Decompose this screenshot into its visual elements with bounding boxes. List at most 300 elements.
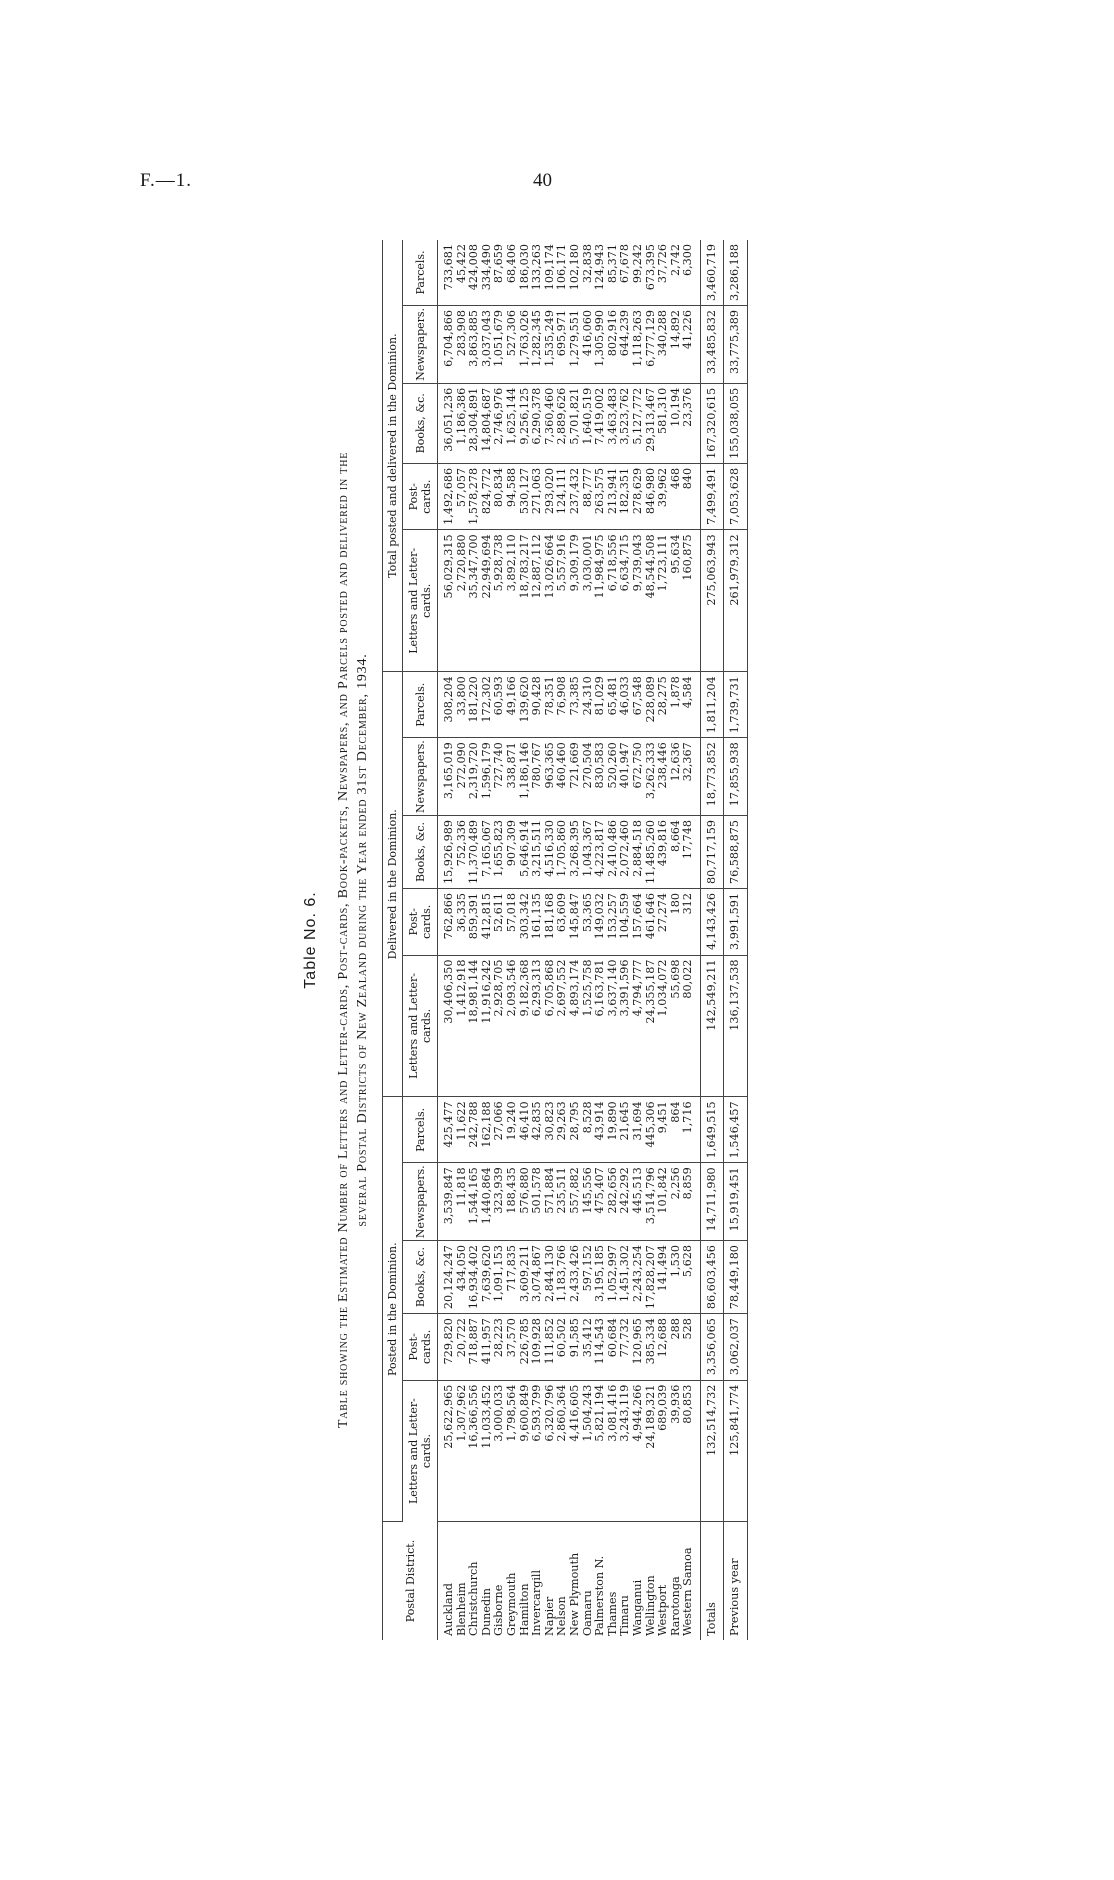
table-cell: 762,866 (438, 889, 456, 956)
table-cell: 6,634,715 (619, 530, 632, 672)
table-cell: 55,698 (670, 955, 683, 1097)
table-cell: 226,785 (519, 1314, 532, 1381)
table-cell: 132,514,732 (700, 1380, 724, 1521)
table-cell: 80,853 (682, 1380, 700, 1521)
table-cell: 3,991,591 (724, 889, 748, 956)
table-cell: 1,535,249 (544, 305, 557, 383)
table-cell: 7,053,628 (724, 463, 748, 530)
table-cell: 4,794,777 (632, 955, 645, 1097)
table-cell: 48,544,508 (645, 530, 658, 672)
table-cell: 1,739,731 (724, 672, 748, 738)
table-cell: 288 (670, 1314, 683, 1381)
previous-year-row-label: Previous year (724, 1522, 748, 1641)
table-cell: 733,681 (438, 240, 456, 305)
table-cell: 16,366,556 (468, 1380, 481, 1521)
table-cell: 338,871 (506, 738, 519, 816)
table-cell: 3,243,119 (619, 1380, 632, 1521)
table-cell: 6,163,781 (594, 955, 607, 1097)
table-cell: 28,275 (657, 672, 670, 738)
table-cell: 22,949,694 (481, 530, 494, 672)
rotated-table-area (302, 220, 822, 1660)
table-cell: 3,215,511 (531, 815, 544, 888)
table-cell: 45,422 (456, 240, 469, 305)
table-cell: 581,310 (657, 383, 670, 463)
table-cell: 2,742 (670, 240, 683, 305)
table-cell: 528 (682, 1314, 700, 1381)
table-cell: 721,669 (569, 738, 582, 816)
table-cell: 270,504 (582, 738, 595, 816)
table-cell: 80,717,159 (700, 815, 724, 888)
table-cell: 181,168 (544, 889, 557, 956)
table-cell: 78,449,180 (724, 1241, 748, 1314)
table-number: Table No. 6. (302, 891, 319, 989)
table-cell: 1,091,153 (493, 1241, 506, 1314)
table-cell: 80,022 (682, 955, 700, 1097)
col-header: Post-cards. (403, 1314, 438, 1381)
table-cell: 2,720,880 (456, 530, 469, 672)
table-cell: 5,821,194 (594, 1380, 607, 1521)
table-cell: 3,463,483 (607, 383, 620, 463)
table-cell: 1,451,302 (619, 1241, 632, 1314)
table-cell: 106,171 (556, 240, 569, 305)
col-postal-district: Postal District. (383, 1522, 438, 1641)
table-cell: 718,887 (468, 1314, 481, 1381)
table-cell: 12,688 (657, 1314, 670, 1381)
table-cell: 94,588 (506, 463, 519, 530)
table-cell: 6,300 (682, 240, 700, 305)
table-cell: 101,842 (657, 1163, 670, 1241)
table-cell: 1,051,679 (493, 305, 506, 383)
table-cell: 1,440,864 (481, 1163, 494, 1241)
table-cell: 27,274 (657, 889, 670, 956)
table-cell: 1,878 (670, 672, 683, 738)
table-cell: 33,775,389 (724, 305, 748, 383)
table-cell: 35,347,700 (468, 530, 481, 672)
district-name: Invercargill (530, 1569, 544, 1636)
table-cell: 271,063 (531, 463, 544, 530)
table-row (670, 240, 683, 1640)
table-cell: 412,815 (481, 889, 494, 956)
table-cell: 1,186,146 (519, 738, 532, 816)
district-name: Dunedin (479, 1588, 493, 1636)
table-cell: 95,634 (670, 530, 683, 672)
group-total: Total posted and delivered in the Dominion. (383, 240, 403, 672)
table-cell: 689,039 (657, 1380, 670, 1521)
table-cell: 73,385 (569, 672, 582, 738)
table-cell: 527,306 (506, 305, 519, 383)
table-cell: 3,000,033 (493, 1380, 506, 1521)
col-header: Books, &c. (403, 383, 438, 463)
table-cell: 1,625,144 (506, 383, 519, 463)
table-cell: 2,697,552 (556, 955, 569, 1097)
table-cell: 67,548 (632, 672, 645, 738)
table-cell: 29,313,467 (645, 383, 658, 463)
col-header: Books, &c. (403, 1241, 438, 1314)
table-cell: 15,926,989 (438, 815, 456, 888)
table-cell: 1,305,990 (594, 305, 607, 383)
table-cell: 237,432 (569, 463, 582, 530)
district-name: Gisborne (492, 1584, 506, 1636)
table-cell: 25,622,965 (438, 1380, 456, 1521)
table-cell: 6,705,868 (544, 955, 557, 1097)
table-cell: 39,936 (670, 1380, 683, 1521)
table-cell: 11,485,260 (645, 815, 658, 888)
district-name: Oamaru (580, 1590, 594, 1636)
table-cell: 1,578,278 (468, 463, 481, 530)
table-cell: 1,649,515 (700, 1097, 724, 1163)
table-cell: 2,410,486 (607, 815, 620, 888)
table-cell: 60,502 (556, 1314, 569, 1381)
table-cell: 52,611 (493, 889, 506, 956)
table-cell: 859,391 (468, 889, 481, 956)
table-cell: 33,485,832 (700, 305, 724, 383)
table-cell: 802,916 (607, 305, 620, 383)
table-cell: 3,863,885 (468, 305, 481, 383)
table-cell: 425,477 (438, 1097, 456, 1163)
district-name: Christchurch (467, 1561, 481, 1636)
table-cell: 109,928 (531, 1314, 544, 1381)
table-cell: 5,701,821 (569, 383, 582, 463)
table-cell: 111,852 (544, 1314, 557, 1381)
table-cell: 28,795 (569, 1097, 582, 1163)
table-cell: 46,033 (619, 672, 632, 738)
table-cell: 6,293,313 (531, 955, 544, 1097)
col-header: Newspapers. (403, 305, 438, 383)
table-cell: 37,726 (657, 240, 670, 305)
table-cell: 29,263 (556, 1097, 569, 1163)
table-cell: 1,279,551 (569, 305, 582, 383)
table-cell: 18,783,217 (519, 530, 532, 672)
col-header: Newspapers. (403, 1163, 438, 1241)
table-cell: 293,020 (544, 463, 557, 530)
table-cell: 53,365 (582, 889, 595, 956)
table-cell: 6,718,556 (607, 530, 620, 672)
table-cell: 32,367 (682, 738, 700, 816)
district-name: Western Samoa (681, 1547, 695, 1636)
table-cell: 3,074,867 (531, 1241, 544, 1314)
table-cell: 282,656 (607, 1163, 620, 1241)
table-cell: 180 (670, 889, 683, 956)
district-name: Wanganui (630, 1579, 644, 1636)
table-cell: 1,640,519 (582, 383, 595, 463)
table-cell: 16,934,402 (468, 1241, 481, 1314)
table-cell: 17,855,938 (724, 738, 748, 816)
table-cell: 37,570 (506, 1314, 519, 1381)
col-header: Books, &c. (403, 815, 438, 888)
district-name: Palmerston N. (593, 1555, 607, 1636)
table-cell: 385,334 (645, 1314, 658, 1381)
table-cell: 14,892 (670, 305, 683, 383)
table-cell: 24,189,321 (645, 1380, 658, 1521)
table-cell: 1,052,997 (607, 1241, 620, 1314)
table-cell: 401,947 (619, 738, 632, 816)
table-cell: 1,412,918 (456, 955, 469, 1097)
table-cell: 1,544,165 (468, 1163, 481, 1241)
table-cell: 3,637,140 (607, 955, 620, 1097)
table-cell: 2,093,546 (506, 955, 519, 1097)
totals-row (700, 240, 724, 1640)
table-row (506, 240, 519, 1640)
table-cell: 1,307,962 (456, 1380, 469, 1521)
table-cell: 80,834 (493, 463, 506, 530)
table-cell: 411,957 (481, 1314, 494, 1381)
table-cell: 172,302 (481, 672, 494, 738)
table-cell: 2,889,626 (556, 383, 569, 463)
table-cell: 272,090 (456, 738, 469, 816)
col-header: Letters and Letter-cards. (403, 530, 438, 672)
table-cell: 2,844,130 (544, 1241, 557, 1314)
table-cell: 14,711,980 (700, 1163, 724, 1241)
table-cell: 6,704,866 (438, 305, 456, 383)
table-cell: 1,525,758 (582, 955, 595, 1097)
col-header: Post-cards. (403, 889, 438, 956)
table-cell: 4,223,817 (594, 815, 607, 888)
table-cell: 31,694 (632, 1097, 645, 1163)
table-cell: 308,204 (438, 672, 456, 738)
district-name: Napier (542, 1596, 556, 1636)
table-cell: 102,180 (569, 240, 582, 305)
table-cell: 60,684 (607, 1314, 620, 1381)
table-cell: 49,166 (506, 672, 519, 738)
table-cell: 840 (682, 463, 700, 530)
table-cell: 15,919,451 (724, 1163, 748, 1241)
table-cell: 157,664 (632, 889, 645, 956)
table-cell: 160,875 (682, 530, 700, 672)
table-cell: 4,584 (682, 672, 700, 738)
table-cell: 43,914 (594, 1097, 607, 1163)
table-cell: 30,823 (544, 1097, 557, 1163)
table-cell: 67,678 (619, 240, 632, 305)
table-cell: 145,847 (569, 889, 582, 956)
table-cell: 109,174 (544, 240, 557, 305)
table-cell: 35,412 (582, 1314, 595, 1381)
col-header: Newspapers. (403, 738, 438, 816)
table-cell: 4,143,426 (700, 889, 724, 956)
table-cell: 1,282,345 (531, 305, 544, 383)
table-cell: 1,798,564 (506, 1380, 519, 1521)
table-cell: 19,240 (506, 1097, 519, 1163)
table-cell: 1,763,026 (519, 305, 532, 383)
table-cell: 2,433,426 (569, 1241, 582, 1314)
table-cell: 136,137,538 (724, 955, 748, 1097)
postal-statistics-table (382, 240, 748, 1640)
table-cell: 87,659 (493, 240, 506, 305)
table-cell: 46,410 (519, 1097, 532, 1163)
table-cell: 275,063,943 (700, 530, 724, 672)
table-cell: 1,504,243 (582, 1380, 595, 1521)
table-cell: 468 (670, 463, 683, 530)
table-cell: 2,860,364 (556, 1380, 569, 1521)
table-cell: 4,944,266 (632, 1380, 645, 1521)
table-cell: 39,962 (657, 463, 670, 530)
table-cell: 3,037,043 (481, 305, 494, 383)
table-cell: 1,034,072 (657, 955, 670, 1097)
table-cell: 3,286,188 (724, 240, 748, 305)
table-cell: 76,588,875 (724, 815, 748, 888)
table-cell: 1,183,766 (556, 1241, 569, 1314)
table-cell: 13,026,664 (544, 530, 557, 672)
totals-row-label: Totals (700, 1522, 724, 1641)
table-cell: 11,033,452 (481, 1380, 494, 1521)
table-cell: 32,838 (582, 240, 595, 305)
table-cell: 30,406,350 (438, 955, 456, 1097)
col-header: Parcels. (403, 672, 438, 738)
table-cell: 4,516,330 (544, 815, 557, 888)
table-cell: 9,600,849 (519, 1380, 532, 1521)
table-cell: 125,841,774 (724, 1380, 748, 1521)
table-cell: 181,220 (468, 672, 481, 738)
table-cell: 2,256 (670, 1163, 683, 1241)
table-cell: 3,356,065 (700, 1314, 724, 1381)
table-cell: 42,835 (531, 1097, 544, 1163)
table-cell: 4,893,174 (569, 955, 582, 1097)
district-name: Nelson (555, 1596, 569, 1636)
table-cell: 145,556 (582, 1163, 595, 1241)
table-cell: 1,118,263 (632, 305, 645, 383)
table-cell: 228,089 (645, 672, 658, 738)
table-cell: 439,816 (657, 815, 670, 888)
table-cell: 77,732 (619, 1314, 632, 1381)
table-cell: 3,030,001 (582, 530, 595, 672)
table-cell: 6,290,378 (531, 383, 544, 463)
table-cell: 717,835 (506, 1241, 519, 1314)
table-cell: 576,880 (519, 1163, 532, 1241)
table-cell: 864 (670, 1097, 683, 1163)
table-cell: 3,391,596 (619, 955, 632, 1097)
table-row (531, 240, 544, 1640)
table-cell: 23,376 (682, 383, 700, 463)
table-cell: 780,767 (531, 738, 544, 816)
table-cell: 1,043,367 (582, 815, 595, 888)
table-cell: 434,050 (456, 1241, 469, 1314)
table-cell: 907,309 (506, 815, 519, 888)
page-header (0, 170, 1114, 200)
table-cell: 182,351 (619, 463, 632, 530)
table-cell: 162,188 (481, 1097, 494, 1163)
table-cell: 424,008 (468, 240, 481, 305)
table-cell: 6,320,796 (544, 1380, 557, 1521)
table-cell: 7,419,002 (594, 383, 607, 463)
table-cell: 3,062,037 (724, 1314, 748, 1381)
table-cell: 85,371 (607, 240, 620, 305)
table-cell: 33,800 (456, 672, 469, 738)
table-cell: 161,135 (531, 889, 544, 956)
table-cell: 520,260 (607, 738, 620, 816)
district-name: Greymouth (504, 1572, 518, 1636)
table-cell: 11,622 (456, 1097, 469, 1163)
table-title-line-1: Table showing the Estimated Number of Letters and Letter-cards, Post-cards, Book-packets, Newspapers, and Parcels posted and delivered in the (336, 451, 351, 1429)
table-cell: 63,609 (556, 889, 569, 956)
table-cell: 323,939 (493, 1163, 506, 1241)
table-cell: 3,165,019 (438, 738, 456, 816)
table-cell: 9,451 (657, 1097, 670, 1163)
table-cell: 36,051,236 (438, 383, 456, 463)
table-cell: 91,585 (569, 1314, 582, 1381)
table-cell: 124,943 (594, 240, 607, 305)
table-cell: 21,645 (619, 1097, 632, 1163)
table-cell: 68,406 (506, 240, 519, 305)
table-cell: 530,127 (519, 463, 532, 530)
table-cell: 7,639,620 (481, 1241, 494, 1314)
table-cell: 167,320,615 (700, 383, 724, 463)
table-cell: 12,636 (670, 738, 683, 816)
table-cell: 340,288 (657, 305, 670, 383)
table-cell: 3,609,211 (519, 1241, 532, 1314)
table-cell: 18,981,144 (468, 955, 481, 1097)
table-cell: 14,804,687 (481, 383, 494, 463)
table-cell: 1,530 (670, 1241, 683, 1314)
table-cell: 153,257 (607, 889, 620, 956)
district-name: Thames (605, 1591, 619, 1636)
table-cell: 6,593,799 (531, 1380, 544, 1521)
table-cell: 1,186,386 (456, 383, 469, 463)
table-cell: 2,746,976 (493, 383, 506, 463)
table-cell: 3,460,719 (700, 240, 724, 305)
table-cell: 9,309,179 (569, 530, 582, 672)
table-cell: 303,342 (519, 889, 532, 956)
table-cell: 86,603,456 (700, 1241, 724, 1314)
table-cell: 3,892,110 (506, 530, 519, 672)
table-cell: 644,239 (619, 305, 632, 383)
table-cell: 142,549,211 (700, 955, 724, 1097)
table-cell: 278,629 (632, 463, 645, 530)
table-cell: 445,513 (632, 1163, 645, 1241)
table-cell: 283,908 (456, 305, 469, 383)
table-cell: 334,490 (481, 240, 494, 305)
table-title-line-2: several Postal Districts of New Zealand during the Year ended 31st December, 1934. (355, 653, 370, 1227)
table-cell: 242,292 (619, 1163, 632, 1241)
table-cell: 242,788 (468, 1097, 481, 1163)
previous-year-row (724, 240, 748, 1640)
table-cell: 11,984,975 (594, 530, 607, 672)
table-cell: 501,578 (531, 1163, 544, 1241)
table-cell: 41,226 (682, 305, 700, 383)
table-row (468, 240, 481, 1640)
table-cell: 673,395 (645, 240, 658, 305)
group-posted: Posted in the Dominion. (383, 1097, 403, 1522)
district-name: Auckland (442, 1583, 455, 1636)
table-cell: 186,030 (519, 240, 532, 305)
table-cell: 5,646,914 (519, 815, 532, 888)
table-row (569, 240, 582, 1640)
table-cell: 57,057 (456, 463, 469, 530)
table-cell: 27,066 (493, 1097, 506, 1163)
table-cell: 3,514,796 (645, 1163, 658, 1241)
table-cell: 17,828,207 (645, 1241, 658, 1314)
table-cell: 3,523,762 (619, 383, 632, 463)
table-cell: 9,256,125 (519, 383, 532, 463)
table-cell: 65,481 (607, 672, 620, 738)
table-cell: 12,887,112 (531, 530, 544, 672)
table-cell: 461,646 (645, 889, 658, 956)
table-cell: 1,655,823 (493, 815, 506, 888)
district-name: Timaru (618, 1595, 632, 1636)
table-cell: 1,811,204 (700, 672, 724, 738)
group-delivered: Delivered in the Dominion. (383, 672, 403, 1097)
table-cell: 1,596,179 (481, 738, 494, 816)
table-cell: 213,941 (607, 463, 620, 530)
district-name: Hamilton (517, 1583, 531, 1636)
table-cell: 76,908 (556, 672, 569, 738)
table-cell: 235,511 (556, 1163, 569, 1241)
table-cell: 24,310 (582, 672, 595, 738)
table-cell: 114,543 (594, 1314, 607, 1381)
table-cell: 56,029,315 (438, 530, 456, 672)
district-name: Blenheim (454, 1582, 468, 1636)
table-cell: 8,664 (670, 815, 683, 888)
table-cell: 1,492,686 (438, 463, 456, 530)
district-name: Westport (656, 1584, 670, 1636)
